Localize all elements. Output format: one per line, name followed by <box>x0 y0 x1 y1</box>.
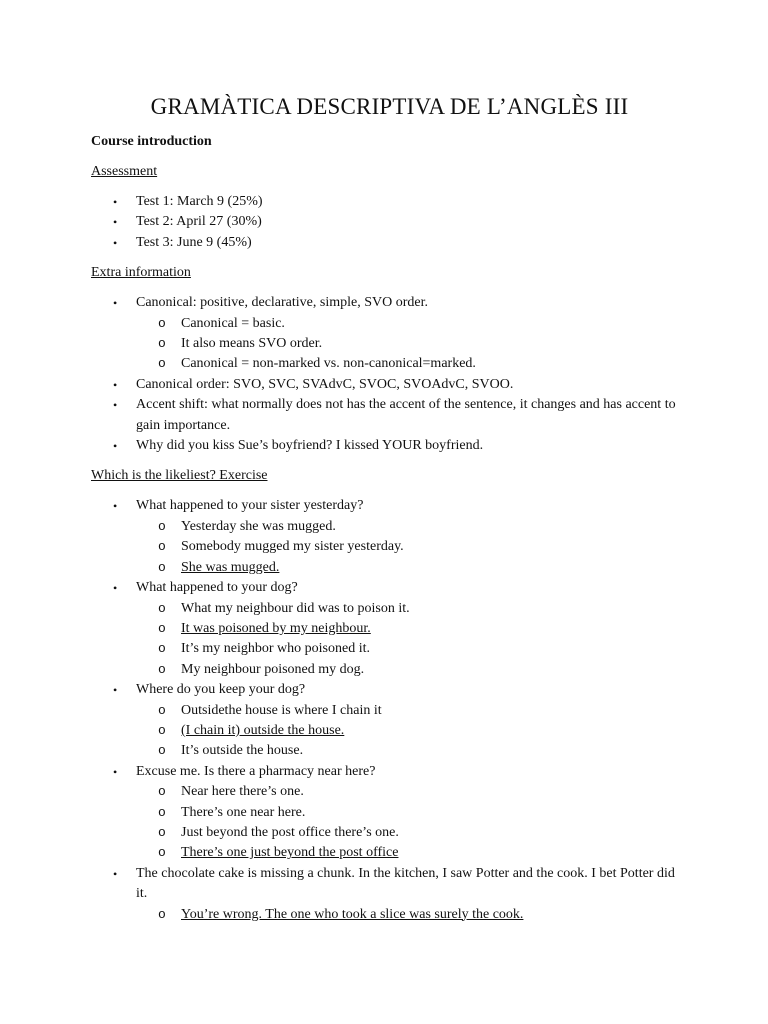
bullet-icon: • <box>113 581 118 596</box>
circle-bullet-icon: o <box>158 906 166 922</box>
bullet-icon: • <box>113 764 118 779</box>
sub-list <box>136 905 688 925</box>
circle-bullet-icon: o <box>158 804 166 820</box>
document-title: GRAMÀTICA DESCRIPTIVA DE L’ANGLÈS III <box>150 94 629 119</box>
list-item: • Accent shift: what normally does not has the accent of the sentence, it changes and has accent to gain importance. <box>113 397 676 433</box>
sub-list-item: o There’s one near here. <box>136 803 688 823</box>
sub-list-item: o Just beyond the post office there’s one. <box>136 823 688 843</box>
sub-list-item <box>136 619 688 639</box>
circle-bullet-icon: o <box>158 315 166 331</box>
assessment-list <box>91 192 688 253</box>
sub-list <box>136 314 688 375</box>
bullet-icon: • <box>113 235 118 250</box>
sub-list-item <box>136 905 688 925</box>
circle-bullet-icon: o <box>158 722 166 738</box>
bullet-icon: • <box>113 499 118 514</box>
correct-answer: There’s one just beyond the post office <box>181 845 399 861</box>
circle-bullet-icon: o <box>158 702 166 718</box>
bullet-icon: • <box>113 215 118 230</box>
list-item: • Where do you keep your dog? o Outsidethe house is where I chain it o (I chain it) outside the house. o It’s outside the house. <box>91 680 688 762</box>
circle-bullet-icon: o <box>158 539 166 555</box>
circle-bullet-icon: o <box>158 661 166 677</box>
list-item: • Why did you kiss Sue’s boyfriend? I kissed YOUR boyfriend. <box>91 436 688 456</box>
exercise-list <box>91 496 688 925</box>
circle-bullet-icon: o <box>158 784 166 800</box>
sub-list <box>136 701 688 762</box>
list-item: • What happened to your dog? o What my neighbour did was to poison it. o It was poisoned by my neighbour. o It’s my neighbor who poisoned it. o My neighbour poisoned my dog. <box>91 578 688 680</box>
sub-list <box>136 517 688 578</box>
sub-list-item: o It’s outside the house. <box>136 741 688 761</box>
sub-list-item: o It’s my neighbor who poisoned it. <box>136 639 688 659</box>
sub-list-item: o Outsidethe house is where I chain it <box>136 701 688 721</box>
list-item: • Canonical order: SVO, SVC, SVAdvC, SVOC, SVOAdvC, SVOO. <box>91 375 688 395</box>
bullet-icon: • <box>113 439 118 454</box>
assessment-heading: Assessment <box>91 164 158 179</box>
bullet-icon: • <box>113 398 118 413</box>
circle-bullet-icon: o <box>158 600 166 616</box>
list-item: • Test 2: April 27 (30%) <box>91 212 688 232</box>
sub-list-item: o Near here there’s one. <box>136 782 688 802</box>
bullet-icon: • <box>113 195 118 209</box>
sub-list <box>136 599 688 681</box>
circle-bullet-icon: o <box>158 336 166 352</box>
bullet-icon: • <box>113 683 118 698</box>
circle-bullet-icon: o <box>158 743 166 759</box>
circle-bullet-icon: o <box>158 518 166 534</box>
bullet-icon: • <box>113 296 118 311</box>
list-item: • Excuse me. Is there a pharmacy near here? o Near here there’s one. o There’s one near here. o Just beyond the post office there’s one. o There’s one just beyond the post office <box>91 762 688 864</box>
sub-list <box>136 782 688 864</box>
sub-list-item <box>136 721 688 741</box>
sub-list-item <box>136 843 688 863</box>
extra-information-list <box>91 293 688 456</box>
circle-bullet-icon: o <box>158 356 166 372</box>
circle-bullet-icon: o <box>158 559 166 575</box>
correct-answer: (I chain it) outside the house. <box>181 722 345 738</box>
circle-bullet-icon: o <box>158 845 166 861</box>
list-item: • The chocolate cake is missing a chunk. In the kitchen, I saw Potter and the cook. I bet Potter did it. o You’re wrong. The one who took a slice was surely the cook. <box>91 864 688 925</box>
correct-answer: You’re wrong. The one who took a slice was surely the cook. <box>181 906 524 922</box>
list-item: • What happened to your sister yesterday? o Yesterday she was mugged. o Somebody mugged my sister yesterday. o She was mugged. <box>91 496 688 578</box>
extra-information-heading: Extra information <box>91 265 191 281</box>
sub-list-item: o What my neighbour did was to poison it. <box>136 599 688 619</box>
exercise-heading: Which is the likeliest? Exercise <box>91 468 268 484</box>
list-item: • Canonical: positive, declarative, simple, SVO order. o Canonical = basic. o It also means SVO order. o Canonical = non-marked vs. non-canonical=marked. <box>91 293 688 375</box>
bullet-icon: • <box>113 377 118 392</box>
sub-list-item <box>136 558 688 578</box>
list-item: • Test 1: March 9 (25%) <box>91 192 688 212</box>
sub-list-item: o Canonical = basic. <box>136 314 688 334</box>
circle-bullet-icon: o <box>158 641 166 657</box>
list-item: • Test 3: June 9 (45%) <box>91 233 688 253</box>
correct-answer: It was poisoned by my neighbour. <box>181 620 371 636</box>
sub-list-item: o It also means SVO order. <box>136 334 688 354</box>
bullet-icon: • <box>113 866 118 881</box>
sub-list-item: o Somebody mugged my sister yesterday. <box>136 537 688 557</box>
course-introduction-heading: Course introduction <box>91 134 212 149</box>
sub-list-item: o Yesterday she was mugged. <box>136 517 688 537</box>
sub-list-item: o Canonical = non-marked vs. non-canonical=marked. <box>136 354 688 374</box>
circle-bullet-icon: o <box>158 620 166 636</box>
circle-bullet-icon: o <box>158 824 166 840</box>
sub-list-item: o My neighbour poisoned my dog. <box>136 660 688 680</box>
correct-answer: She was mugged. <box>181 559 280 575</box>
